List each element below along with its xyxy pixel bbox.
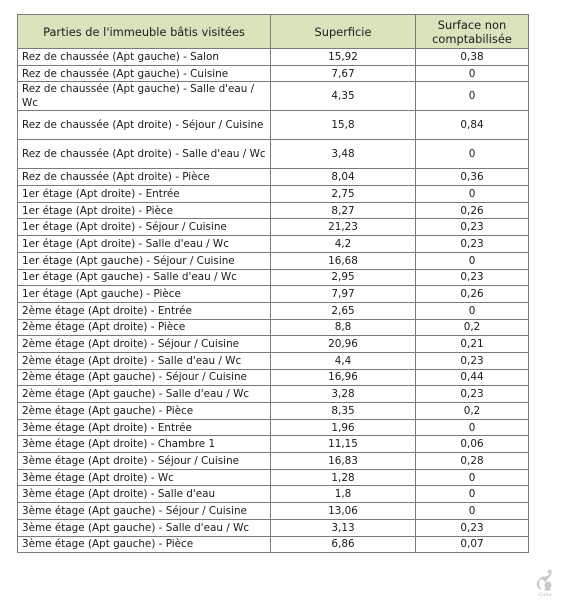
cell-superficie: 1,8 (271, 486, 416, 503)
table-row (18, 519, 529, 536)
cell-partie: 1er étage (Apt droite) - Séjour / Cuisine (18, 219, 271, 236)
cell-superficie: 11,15 (271, 436, 416, 453)
table-row (18, 219, 529, 236)
cell-superficie: 16,96 (271, 369, 416, 386)
watermark-logo (532, 567, 558, 597)
cell-surface-non-comptabilisee: 0 (416, 419, 529, 436)
cell-superficie: 1,28 (271, 469, 416, 486)
cell-surface-non-comptabilisee: 0,23 (416, 519, 529, 536)
cell-superficie: 13,06 (271, 503, 416, 520)
cell-superficie: 7,97 (271, 286, 416, 303)
cell-surface-non-comptabilisee: 0,26 (416, 202, 529, 219)
cell-partie: 3ème étage (Apt gauche) - Pièce (18, 536, 271, 553)
cell-superficie: 4,2 (271, 236, 416, 253)
table-row (18, 202, 529, 219)
cell-surface-non-comptabilisee: 0,23 (416, 269, 529, 286)
table-row (18, 186, 529, 203)
cell-surface-non-comptabilisee: 0 (416, 469, 529, 486)
table-row (18, 65, 529, 82)
cell-partie: 1er étage (Apt droite) - Salle d'eau / Wc (18, 236, 271, 253)
cell-partie: 2ème étage (Apt gauche) - Salle d'eau / Wc (18, 386, 271, 403)
cell-partie: 3ème étage (Apt gauche) - Séjour / Cuisine (18, 503, 271, 520)
cell-superficie: 2,75 (271, 186, 416, 203)
table-row (18, 403, 529, 420)
cell-partie: 2ème étage (Apt droite) - Pièce (18, 319, 271, 336)
header-surface-non-comptabilisee: Surface non comptabilisée (416, 15, 529, 49)
cell-surface-non-comptabilisee: 0,28 (416, 453, 529, 470)
table-row (18, 269, 529, 286)
cell-partie: 3ème étage (Apt droite) - Wc (18, 469, 271, 486)
cell-superficie: 2,65 (271, 302, 416, 319)
table-row (18, 319, 529, 336)
cell-surface-non-comptabilisee: 0 (416, 252, 529, 269)
table-row (18, 49, 529, 66)
cell-partie: 2ème étage (Apt gauche) - Pièce (18, 403, 271, 420)
cell-surface-non-comptabilisee: 0,36 (416, 169, 529, 186)
table-row (18, 336, 529, 353)
table-row (18, 419, 529, 436)
header-parties: Parties de l'immeuble bâtis visitées (18, 15, 271, 49)
cell-superficie: 3,13 (271, 519, 416, 536)
cell-partie: Rez de chaussée (Apt droite) - Séjour / Cuisine (18, 111, 271, 140)
cell-partie: Rez de chaussée (Apt gauche) - Salle d'eau / Wc (18, 82, 271, 111)
table-row (18, 436, 529, 453)
cell-superficie: 6,86 (271, 536, 416, 553)
table-row (18, 111, 529, 140)
cell-superficie: 1,96 (271, 419, 416, 436)
cell-partie: 1er étage (Apt gauche) - Pièce (18, 286, 271, 303)
table-row (18, 369, 529, 386)
cell-surface-non-comptabilisee: 0 (416, 140, 529, 169)
table-row (18, 286, 529, 303)
cell-partie: 1er étage (Apt droite) - Entrée (18, 186, 271, 203)
cell-superficie: 8,35 (271, 403, 416, 420)
squirrel-logo-icon (537, 570, 551, 590)
cell-partie: Rez de chaussée (Apt droite) - Salle d'eau / Wc (18, 140, 271, 169)
table-row (18, 252, 529, 269)
cell-partie: Rez de chaussée (Apt gauche) - Salon (18, 49, 271, 66)
cell-superficie: 3,28 (271, 386, 416, 403)
cell-superficie: 20,96 (271, 336, 416, 353)
watermark-text: Cana (538, 592, 552, 597)
cell-partie: 1er étage (Apt gauche) - Séjour / Cuisine (18, 252, 271, 269)
cell-surface-non-comptabilisee: 0 (416, 486, 529, 503)
table-row (18, 236, 529, 253)
cell-partie: 3ème étage (Apt droite) - Salle d'eau (18, 486, 271, 503)
cell-surface-non-comptabilisee: 0,23 (416, 386, 529, 403)
cell-superficie: 8,8 (271, 319, 416, 336)
cell-superficie: 16,68 (271, 252, 416, 269)
cell-surface-non-comptabilisee: 0,44 (416, 369, 529, 386)
cell-surface-non-comptabilisee: 0,23 (416, 219, 529, 236)
table-header-row (18, 15, 529, 49)
table-row (18, 140, 529, 169)
cell-surface-non-comptabilisee: 0,06 (416, 436, 529, 453)
cell-partie: 2ème étage (Apt droite) - Séjour / Cuisine (18, 336, 271, 353)
cell-superficie: 15,92 (271, 49, 416, 66)
table-row (18, 503, 529, 520)
cell-surface-non-comptabilisee: 0,84 (416, 111, 529, 140)
cell-superficie: 15,8 (271, 111, 416, 140)
cell-superficie: 4,35 (271, 82, 416, 111)
cell-superficie: 4,4 (271, 352, 416, 369)
cell-surface-non-comptabilisee: 0 (416, 302, 529, 319)
cell-surface-non-comptabilisee: 0,26 (416, 286, 529, 303)
cell-surface-non-comptabilisee: 0 (416, 65, 529, 82)
cell-partie: Rez de chaussée (Apt droite) - Pièce (18, 169, 271, 186)
table-body (18, 49, 529, 553)
table-row (18, 169, 529, 186)
cell-superficie: 16,83 (271, 453, 416, 470)
cell-partie: 2ème étage (Apt droite) - Salle d'eau / Wc (18, 352, 271, 369)
table-row (18, 82, 529, 111)
table-row (18, 386, 529, 403)
table-row (18, 453, 529, 470)
cell-partie: Rez de chaussée (Apt gauche) - Cuisine (18, 65, 271, 82)
cell-surface-non-comptabilisee: 0 (416, 82, 529, 111)
cell-surface-non-comptabilisee: 0 (416, 503, 529, 520)
table-row (18, 469, 529, 486)
cell-surface-non-comptabilisee: 0,07 (416, 536, 529, 553)
table-row (18, 352, 529, 369)
cell-superficie: 7,67 (271, 65, 416, 82)
cell-superficie: 8,27 (271, 202, 416, 219)
table-row (18, 536, 529, 553)
cell-surface-non-comptabilisee: 0,2 (416, 319, 529, 336)
cell-surface-non-comptabilisee: 0,23 (416, 236, 529, 253)
cell-surface-non-comptabilisee: 0,23 (416, 352, 529, 369)
cell-partie: 3ème étage (Apt droite) - Entrée (18, 419, 271, 436)
cell-superficie: 8,04 (271, 169, 416, 186)
cell-partie: 1er étage (Apt droite) - Pièce (18, 202, 271, 219)
cell-partie: 2ème étage (Apt droite) - Entrée (18, 302, 271, 319)
cell-partie: 3ème étage (Apt droite) - Séjour / Cuisine (18, 453, 271, 470)
table-row (18, 486, 529, 503)
cell-superficie: 21,23 (271, 219, 416, 236)
table-row (18, 302, 529, 319)
cell-partie: 3ème étage (Apt gauche) - Salle d'eau / Wc (18, 519, 271, 536)
cell-surface-non-comptabilisee: 0,2 (416, 403, 529, 420)
cell-surface-non-comptabilisee: 0 (416, 186, 529, 203)
cell-partie: 2ème étage (Apt gauche) - Séjour / Cuisine (18, 369, 271, 386)
header-superficie: Superficie (271, 15, 416, 49)
cell-surface-non-comptabilisee: 0,38 (416, 49, 529, 66)
cell-partie: 3ème étage (Apt droite) - Chambre 1 (18, 436, 271, 453)
cell-surface-non-comptabilisee: 0,21 (416, 336, 529, 353)
surfaces-table (17, 14, 529, 553)
cell-superficie: 2,95 (271, 269, 416, 286)
cell-partie: 1er étage (Apt gauche) - Salle d'eau / Wc (18, 269, 271, 286)
cell-superficie: 3,48 (271, 140, 416, 169)
